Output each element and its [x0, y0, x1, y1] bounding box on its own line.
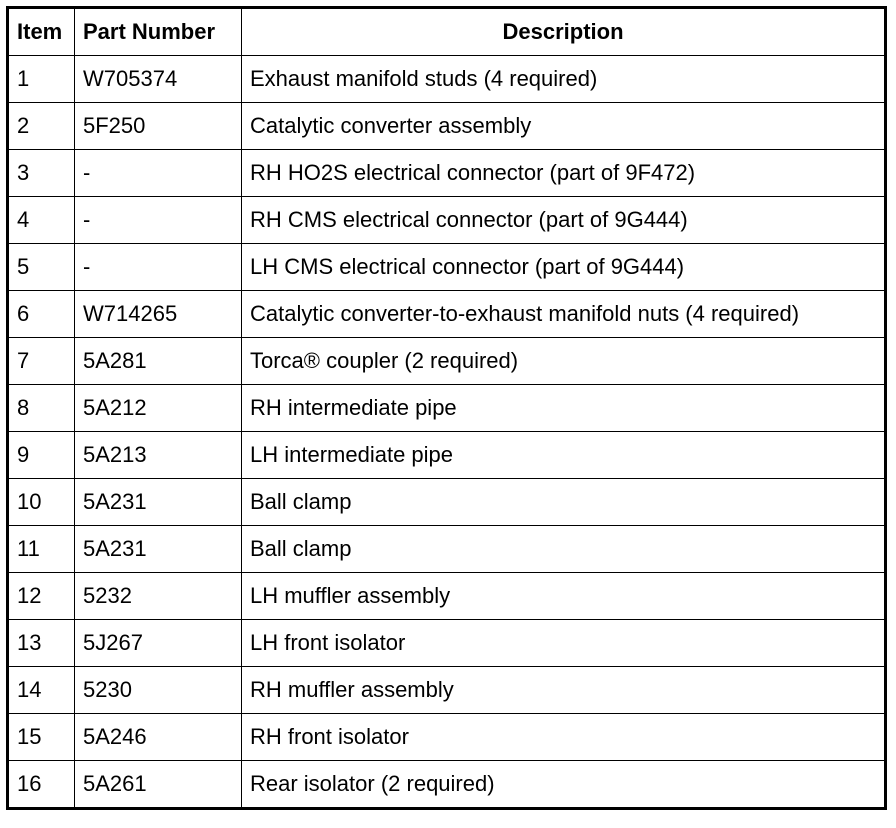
cell-description: LH front isolator	[242, 620, 886, 667]
cell-item: 13	[8, 620, 75, 667]
cell-item: 8	[8, 385, 75, 432]
cell-part-number: W714265	[75, 291, 242, 338]
cell-part-number: 5A213	[75, 432, 242, 479]
cell-item: 11	[8, 526, 75, 573]
cell-item: 10	[8, 479, 75, 526]
cell-part-number: 5A261	[75, 761, 242, 809]
table-row	[8, 56, 886, 103]
cell-item: 14	[8, 667, 75, 714]
table-row	[8, 197, 886, 244]
cell-part-number: 5A281	[75, 338, 242, 385]
cell-part-number: 5230	[75, 667, 242, 714]
cell-part-number: -	[75, 197, 242, 244]
cell-item: 15	[8, 714, 75, 761]
table-row	[8, 620, 886, 667]
cell-item: 12	[8, 573, 75, 620]
cell-description: Ball clamp	[242, 526, 886, 573]
cell-item: 7	[8, 338, 75, 385]
cell-part-number: 5A231	[75, 479, 242, 526]
cell-part-number: 5F250	[75, 103, 242, 150]
cell-description: RH CMS electrical connector (part of 9G444)	[242, 197, 886, 244]
cell-part-number: 5A246	[75, 714, 242, 761]
cell-description: RH front isolator	[242, 714, 886, 761]
cell-item: 5	[8, 244, 75, 291]
cell-item: 4	[8, 197, 75, 244]
cell-part-number: -	[75, 150, 242, 197]
table-row	[8, 526, 886, 573]
cell-description: Ball clamp	[242, 479, 886, 526]
header-part-number: Part Number	[75, 8, 242, 56]
cell-description: Exhaust manifold studs (4 required)	[242, 56, 886, 103]
table-row	[8, 479, 886, 526]
cell-item: 1	[8, 56, 75, 103]
cell-part-number: 5J267	[75, 620, 242, 667]
cell-description: Catalytic converter assembly	[242, 103, 886, 150]
table-row	[8, 573, 886, 620]
parts-table	[6, 6, 887, 810]
cell-part-number: -	[75, 244, 242, 291]
cell-description: RH muffler assembly	[242, 667, 886, 714]
header-description: Description	[242, 8, 886, 56]
table-row	[8, 291, 886, 338]
cell-part-number: 5232	[75, 573, 242, 620]
table-row	[8, 714, 886, 761]
cell-description: LH CMS electrical connector (part of 9G444)	[242, 244, 886, 291]
cell-item: 9	[8, 432, 75, 479]
header-item: Item	[8, 8, 75, 56]
cell-item: 6	[8, 291, 75, 338]
cell-part-number: 5A212	[75, 385, 242, 432]
cell-item: 16	[8, 761, 75, 809]
table-row	[8, 667, 886, 714]
table-row	[8, 761, 886, 809]
cell-description: Rear isolator (2 required)	[242, 761, 886, 809]
table-row	[8, 244, 886, 291]
table-row	[8, 150, 886, 197]
cell-item: 3	[8, 150, 75, 197]
cell-description: RH intermediate pipe	[242, 385, 886, 432]
cell-description: LH muffler assembly	[242, 573, 886, 620]
table-row	[8, 103, 886, 150]
cell-part-number: 5A231	[75, 526, 242, 573]
table-body	[8, 56, 886, 809]
cell-description: RH HO2S electrical connector (part of 9F472)	[242, 150, 886, 197]
cell-part-number: W705374	[75, 56, 242, 103]
table-row	[8, 338, 886, 385]
table-row	[8, 385, 886, 432]
cell-item: 2	[8, 103, 75, 150]
cell-description: Catalytic converter-to-exhaust manifold nuts (4 required)	[242, 291, 886, 338]
table-row	[8, 432, 886, 479]
cell-description: LH intermediate pipe	[242, 432, 886, 479]
cell-description: Torca® coupler (2 required)	[242, 338, 886, 385]
table-header-row	[8, 8, 886, 56]
